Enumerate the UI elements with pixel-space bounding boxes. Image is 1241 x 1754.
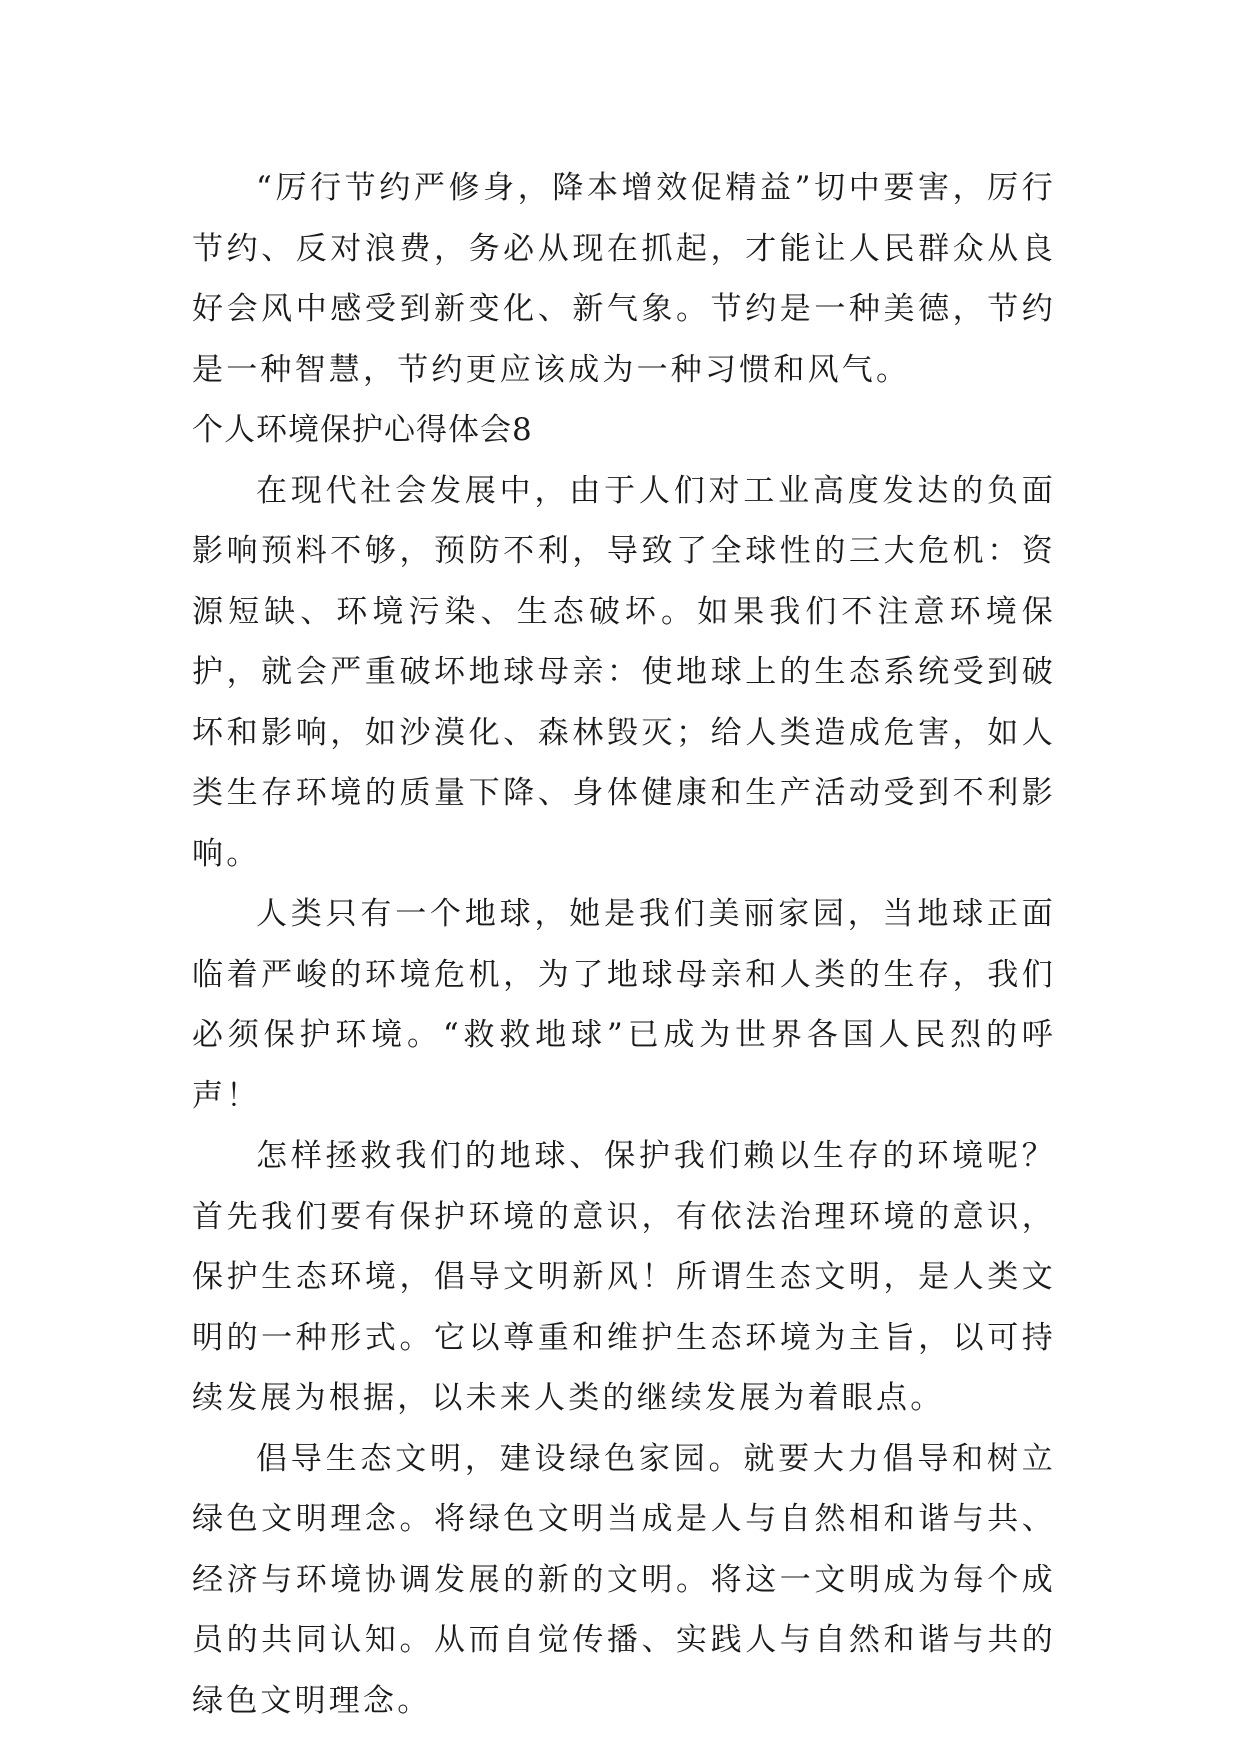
body-paragraph: 人类只有一个地球，她是我们美丽家园，当地球正面临着严峻的环境危机，为了地球母亲和人类的生存，我们必须保护环境。“救救地球”已成为世界各国人民烈的呼声！: [192, 896, 1056, 1114]
body-paragraph: 在现代社会发展中，由于人们对工业高度发达的负面影响预料不够，预防不利，导致了全球性的三大危机：资源短缺、环境污染、生态破坏。如果我们不注意环境保护，就会严重破坏地球母亲：使地球上的生态系统受到破坏和影响，如沙漠化、森林毁灭；给人类造成危害，如人类生存环境的质量下降、身体健康和生产活动受到不利影响。: [192, 472, 1056, 872]
document-page: [192, 158, 1056, 1731]
body-paragraph: 怎样拯救我们的地球、保护我们赖以生存的环境呢？首先我们要有保护环境的意识，有依法治理环境的意识，保护生态环境，倡导文明新风！所谓生态文明，是人类文明的一种形式。它以尊重和维护生态环境为主旨，以可持续发展为根据，以未来人类的继续发展为着眼点。: [192, 1138, 1056, 1416]
section-title: 个人环境保护心得体会8: [192, 412, 533, 448]
body-paragraph: 倡导生态文明，建设绿色家园。就要大力倡导和树立绿色文明理念。将绿色文明当成是人与自然相和谐与共、经济与环境协调发展的新的文明。将这一文明成为每个成员的共同认知。从而自觉传播、实践人与自然和谐与共的绿色文明理念。: [192, 1440, 1056, 1719]
intro-paragraph: “厉行节约严修身，降本增效促精益”切中要害，厉行节约、反对浪费，务必从现在抓起，才能让人民群众从良好会风中感受到新变化、新气象。节约是一种美德，节约是一种智慧，节约更应该成为一种习惯和风气。: [192, 170, 1056, 388]
